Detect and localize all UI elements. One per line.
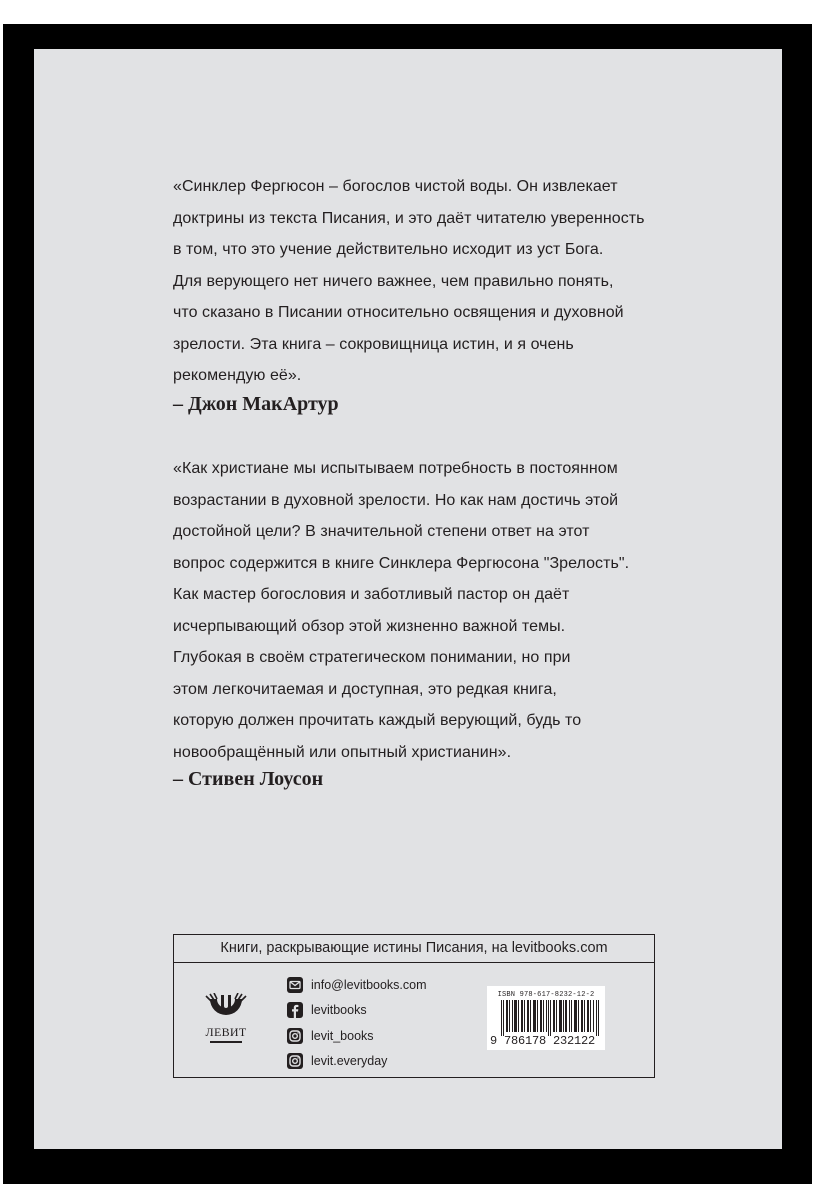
mail-icon [287, 977, 303, 993]
quote-line: достойной цели? В значительной степени ответ на этот [173, 523, 590, 540]
quote-line: новообращённый или опытный христианин». [173, 743, 512, 761]
contact-text: info@levitbooks.com [311, 977, 427, 992]
barcode-digits: 9 786178 232122 [490, 1034, 596, 1048]
logo-underline [210, 1041, 242, 1043]
quote-line: исчерпывающий обзор этой жизненно важной темы. [173, 617, 566, 635]
barcode-bars-icon [501, 1000, 599, 1036]
contact-list [287, 972, 427, 1074]
facebook-icon [287, 1002, 303, 1018]
quote-lawson [173, 453, 673, 768]
quote-line: «Синклер Фергюсон – богослов чистой воды. Он извлекает [173, 178, 618, 195]
contact-text: levit_books [311, 1028, 374, 1043]
publisher-info-box [173, 934, 655, 1078]
quote-line: зрелости. Эта книга – сокровищница истин, и я очень [173, 335, 574, 353]
quote-line: этом легкочитаемая и доступная, это редкая книга, [173, 680, 557, 698]
logo-text: ЛЕВИТ [205, 1025, 247, 1039]
quote-line: что сказано в Писании относительно освящения и духовной [173, 304, 624, 321]
quote-line: возрастании в духовной зрелости. Но как нам достичь этой [173, 491, 619, 509]
contact-text: levitbooks [311, 1003, 367, 1018]
isbn-label: ISBN 978-617-8232-12-2 [497, 991, 595, 999]
quote-line: в том, что это учение действительно исходит из уст Бога. [173, 241, 604, 258]
instagram-icon [287, 1053, 303, 1069]
contact-text: levit.everyday [311, 1054, 388, 1069]
quote-line: «Как христиане мы испытываем потребность в постоянном [173, 460, 618, 477]
quote-macarthur [173, 171, 673, 392]
contact-instagram-everyday[interactable] [287, 1049, 427, 1075]
quote-line: рекомендую её». [173, 367, 302, 384]
contact-instagram-books[interactable] [287, 1023, 427, 1049]
contact-facebook[interactable] [287, 998, 427, 1024]
quote-line: Для верующего нет ничего важнее, чем правильно понять, [173, 272, 614, 290]
levit-logo-icon [202, 993, 250, 1025]
quote-line: Глубокая в своём стратегическом понимании, но при [173, 649, 571, 666]
quote-line: Как мастер богословия и заботливый пастор он даёт [173, 586, 570, 603]
isbn-barcode [487, 986, 605, 1050]
quote-line: которую должен прочитать каждый верующий, будь то [173, 712, 582, 729]
publisher-tagline: Книги, раскрывающие истины Писания, на levitbooks.com [174, 935, 654, 963]
quote-line: вопрос содержится в книге Синклера Фергюсона "Зрелость". [173, 554, 630, 572]
attribution-lawson: – Стивен Лоусон [173, 768, 324, 790]
publisher-logo [202, 993, 250, 1048]
quote-line: доктрины из текста Писания, и это даёт читателю уверенность [173, 209, 645, 227]
instagram-icon [287, 1028, 303, 1044]
contact-email[interactable] [287, 972, 427, 998]
attribution-macarthur: – Джон МакАртур [173, 393, 339, 415]
